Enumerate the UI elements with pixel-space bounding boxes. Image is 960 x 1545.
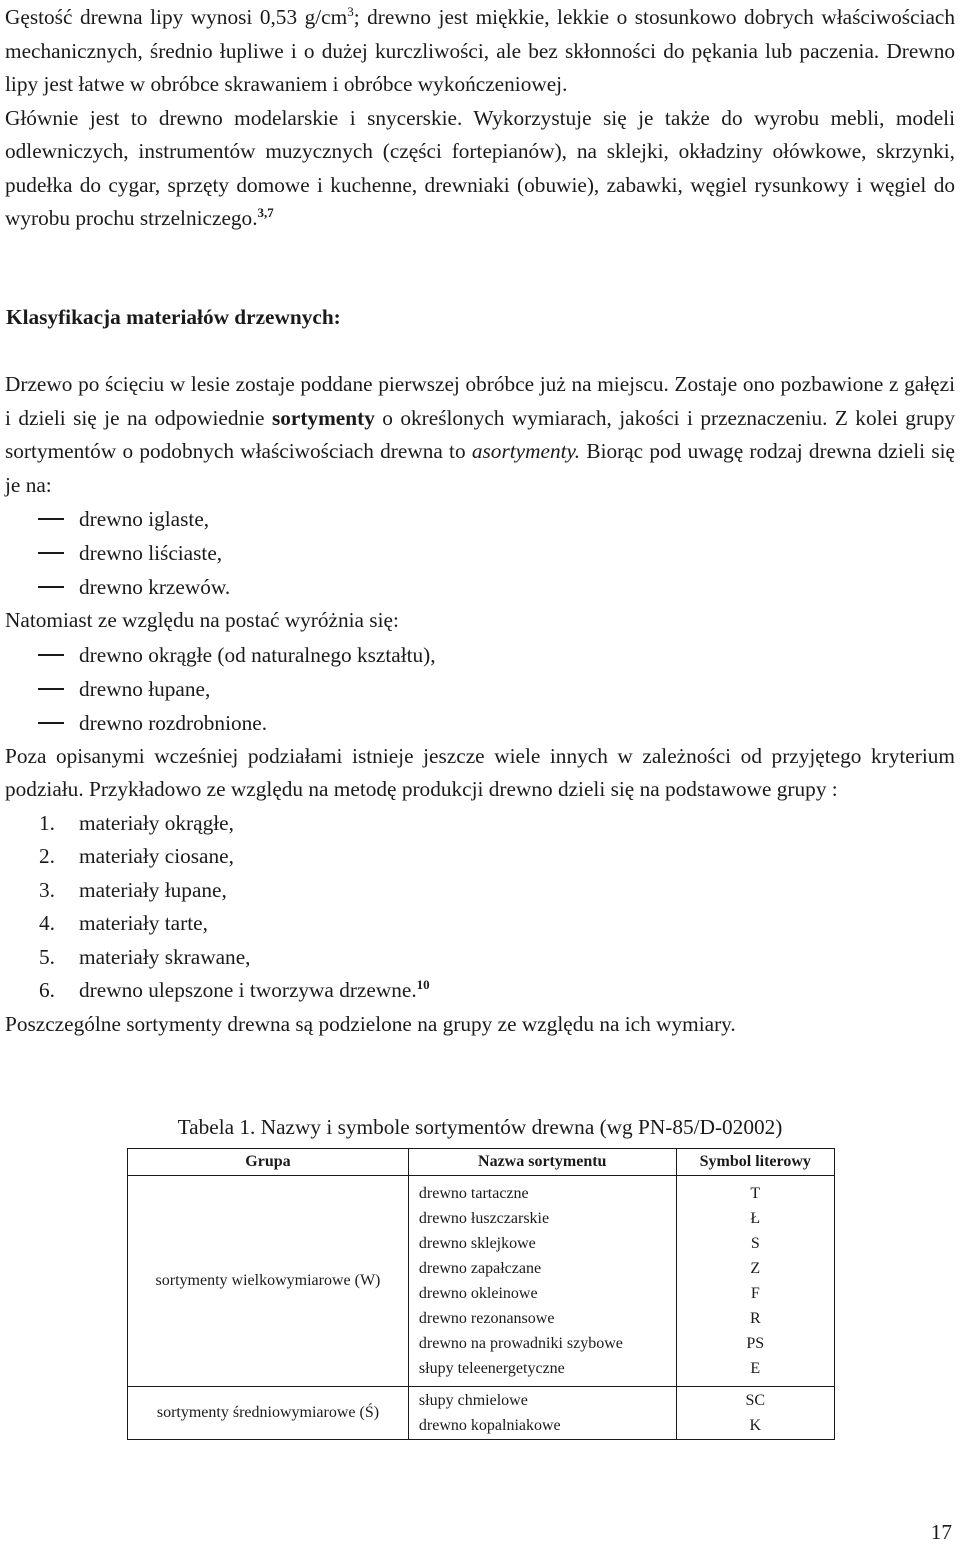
assortment-symbol: Z (750, 1260, 761, 1277)
table-header-row (128, 1149, 835, 1176)
dash-bullet-icon (38, 654, 64, 656)
dash-bullet-icon (38, 552, 64, 554)
paragraph-linden-density: Gęstość drewna lipy wynosi 0,53 $g/cm^3$; drewno jest miękkie, lekkie o stosunkowo dobrych właściwościach mechanicznych, średnio łupliwe i o dużej kurczliwości, ale bez skłonności do pękania lub paczenia. Drewno lipy jest łatwe w obróbce skrawaniem i obróbce wykończeniowej. (5, 3, 955, 96)
dash-bullet-icon (38, 586, 64, 588)
footnote-ref-3-7: 3,7 (257, 204, 274, 220)
assortment-symbol: Ł (750, 1210, 761, 1227)
assortment-name: drewno łuszczarskie (418, 1210, 550, 1227)
list-item: drewno rozdrobnione. (5, 706, 955, 740)
list-item: drewno okrągłe (od naturalnego kształtu), (5, 638, 955, 672)
table-row-large-assortments (128, 1176, 835, 1387)
assortment-symbol: E (750, 1360, 761, 1377)
list-item: 6. drewno ulepszone i tworzywa drzewne.$^{10}$ (39, 976, 430, 1002)
assortment-symbol: T (750, 1185, 761, 1202)
assortment-name: drewno zapałczane (418, 1260, 542, 1277)
list-item: 1. materiały okrągłe, (39, 810, 234, 835)
paragraph-linden-uses: Głównie jest to drewno modelarskie i snycerskie. Wykorzystuje się je także do wyrobu mebli, modeli odlewniczych, instrumentów muzycznych (części fortepianów), na sklejki, okładziny ołówkowe, skrzynki, pudełka do cygar, sprzęty domowe i kuchenne, drewniaki (obuwie), zabawki, węgiel rysunkowy i węgiel do wyrobu prochu strzelniczego.$^{3,7}$ (5, 105, 955, 230)
paragraph-sorting: Drzewo po ścięciu w lesie zostaje poddane pierwszej obróbce już na miejscu. Zostaje ono pozbawione z gałęzi i dzieli się je na odpowiednie sortymenty o określonych wymiarach, jakości i przeznaczeniu. Z kolei grupy sortymentów o podobnych właściwościach drewna to asortymenty. Biorąc pod uwagę rodzaj drewna dzieli się je na: (5, 372, 955, 497)
assortment-name: drewno sklejkowe (418, 1235, 536, 1252)
paragraph-production-method: Poza opisanymi wcześniej podziałami istnieje jeszcze wiele innych w zależności od przyjętego kryterium podziału. Przykładowo ze względu na metodę produkcji drewno dzieli się na podstawowe grupy : (5, 743, 955, 801)
assortment-symbol: SC (745, 1392, 766, 1409)
dash-bullet-icon (38, 722, 64, 724)
column-header-group: Grupa (128, 1149, 409, 1176)
assortment-name: słupy teleenergetyczne (418, 1360, 565, 1377)
section-heading: Klasyfikacja materiałów drzewnych: (6, 305, 341, 329)
document-page (5, 0, 955, 236)
group-cell: sortymenty wielkowymiarowe (W) (128, 1176, 409, 1387)
dash-list-wood-types (5, 502, 955, 604)
assortment-name: drewno tartaczne (418, 1185, 529, 1202)
list-item: drewno liściaste, (5, 536, 955, 570)
names-cell (408, 1387, 676, 1440)
list-item: drewno łupane, (5, 672, 955, 706)
list-item: 2. materiały ciosane, (39, 844, 234, 868)
page-number: 17 (930, 1520, 952, 1544)
assortment-symbol: S (750, 1235, 760, 1252)
assortment-symbol: R (749, 1310, 761, 1327)
assortment-symbol: F (750, 1285, 760, 1302)
dash-bullet-icon (38, 688, 64, 690)
names-cell (408, 1176, 676, 1387)
assortment-symbol: PS (746, 1335, 765, 1352)
list-item: 5. materiały skrawane, (39, 944, 251, 969)
section-body (5, 368, 955, 1041)
dash-list-wood-forms (5, 638, 955, 740)
assortment-symbol: K (749, 1417, 762, 1434)
dash-bullet-icon (38, 518, 64, 520)
column-header-symbol: Symbol literowy (676, 1149, 834, 1176)
assortment-name: drewno kopalniakowe (418, 1417, 561, 1434)
group-cell: sortymenty średniowymiarowe (Ś) (128, 1387, 409, 1440)
list-item: drewno iglaste, (5, 502, 955, 536)
paragraph-form: Natomiast ze względu na postać wyróżnia się: (5, 608, 399, 632)
superscript-cubed: 3 (347, 3, 354, 19)
symbols-cell (676, 1176, 834, 1387)
column-header-name: Nazwa sortymentu (408, 1149, 676, 1176)
list-item: 4. materiały tarte, (39, 911, 208, 935)
assortment-table (127, 1148, 835, 1440)
footnote-ref-10: 10 (416, 976, 430, 992)
list-item: drewno krzewów. (5, 570, 955, 604)
numbered-list-materials (5, 807, 955, 1008)
paragraph-dimensions: Poszczególne sortymenty drewna są podzielone na grupy ze względu na ich wymiary. (5, 1011, 736, 1036)
table-caption: Tabela 1. Nazwy i symbole sortymentów drewna (wg PN-85/D-02002) (177, 1115, 783, 1139)
assortment-name: drewno na prowadniki szybowe (418, 1335, 623, 1352)
table-row-medium-assortments (128, 1387, 835, 1440)
assortment-name: słupy chmielowe (418, 1392, 528, 1409)
assortment-name: drewno rezonansowe (418, 1310, 555, 1327)
assortment-name: drewno okleinowe (418, 1285, 538, 1302)
list-item: 3. materiały łupane, (39, 877, 227, 902)
symbols-cell (676, 1387, 834, 1440)
